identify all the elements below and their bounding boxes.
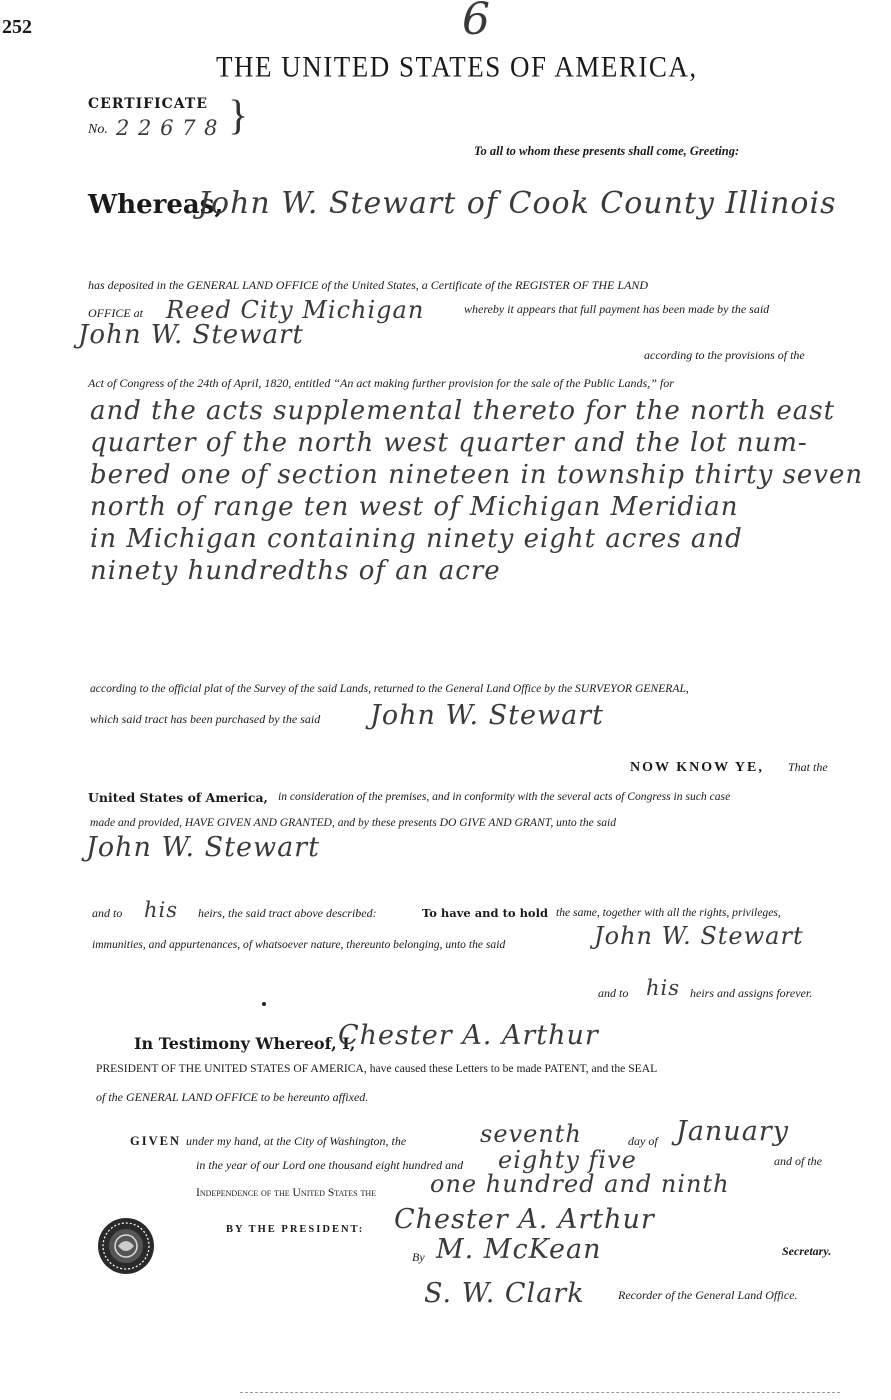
greeting: To all to whom these presents shall come, Greeting: [474, 144, 740, 158]
certificate-number: 2 2 6 7 8 [116, 116, 219, 140]
whereas-name: John W. Stewart of Cook County Illinois [198, 186, 837, 221]
certificate-brace: } [228, 93, 249, 139]
independence-value: one hundred and ninth [430, 1170, 730, 1198]
made-provided: made and provided, HAVE GIVEN AND GRANTED, and by these presents DO GIVE AND GRANT, unto the said [90, 816, 617, 829]
description-line-5: in Michigan containing ninety eight acres and [90, 524, 743, 554]
recorder-signature: S. W. Clark [424, 1278, 585, 1309]
and-of-the: and of the [774, 1154, 822, 1168]
to-have-gothic: To have and to hold [422, 906, 549, 920]
testimony-gothic: In Testimony Whereof, I, [134, 1034, 356, 1053]
payer-name: John W. Stewart [78, 320, 304, 350]
president-line: PRESIDENT OF THE UNITED STATES OF AMERICA, have caused these Letters to be made PATENT, and the SEAL [96, 1062, 658, 1075]
independence-text: Independence of the United States the [196, 1186, 377, 1199]
page-number: 252 [2, 16, 32, 38]
provisions: according to the provisions of the [644, 348, 805, 362]
document-title: THE UNITED STATES OF AMERICA, [216, 50, 698, 83]
official-plat: according to the official plat of the Survey of the said Lands, returned to the General Land Office by the SURVEYOR GENERAL, [90, 682, 689, 695]
office-whereby: whereby it appears that full payment has been made by the said [464, 302, 770, 316]
and-to: and to [92, 906, 123, 920]
secretary-label: Secretary. [782, 1244, 832, 1258]
president-name: Chester A. Arthur [338, 1020, 599, 1051]
whereas-label: Whereas, [88, 190, 224, 220]
description-line-2: quarter of the north west quarter and the lot num- [90, 428, 808, 458]
description-line-6: ninety hundredths of an acre [90, 556, 501, 586]
top-handwritten-mark: 6 [462, 0, 491, 45]
grantee-name: John W. Stewart [86, 832, 320, 863]
that-the: That the [788, 760, 828, 774]
year-text: in the year of our Lord one thousand eight hundred and [196, 1158, 464, 1172]
purchased-by: which said tract has been purchased by the said [90, 712, 321, 726]
description-line-4: north of range ten west of Michigan Meridian [90, 492, 739, 522]
immunities: immunities, and appurtenances, of whatsoever nature, thereunto belonging, unto the said [92, 938, 506, 951]
secretary-signature: M. McKean [436, 1234, 602, 1265]
act-line: Act of Congress of the 24th of April, 1820, entitled “An act making further provision for the sale of the Public Lands,” for [88, 376, 674, 390]
by-label: By [412, 1250, 425, 1264]
heirs-text: heirs, the said tract above described: [198, 906, 377, 920]
description-line-1: and the acts supplemental thereto for the north east [90, 396, 836, 426]
general-land-office-seal [96, 1216, 156, 1276]
by-the-president: BY THE PRESIDENT: [226, 1224, 365, 1235]
president-signature: Chester A. Arthur [394, 1204, 655, 1235]
heirs-text-2: the same, together with all the rights, privileges, [556, 906, 781, 919]
dot-mark [262, 1002, 266, 1006]
seal-line: of the GENERAL LAND OFFICE to be hereunto affixed. [96, 1090, 369, 1104]
certificate-number-prefix: No. [88, 122, 108, 137]
consideration-text: in consideration of the premises, and in conformity with the several acts of Congress in such case [278, 790, 731, 803]
his-2: his [646, 976, 681, 1000]
given-text: under my hand, at the City of Washington, the [186, 1134, 407, 1148]
certificate-label: CERTIFICATE [88, 96, 208, 112]
given-label: GIVEN [130, 1134, 181, 1148]
day-of: day of [628, 1134, 658, 1148]
office-at-label: OFFICE at [88, 306, 143, 320]
recorder-label: Recorder of the General Land Office. [618, 1288, 798, 1302]
line-deposited: has deposited in the GENERAL LAND OFFICE of the United States, a Certificate of the REGISTER OF THE LAND [88, 278, 649, 292]
description-line-3: bered one of section nineteen in township thirty seven [90, 460, 864, 490]
purchaser-name: John W. Stewart [370, 700, 604, 731]
day-value: seventh [480, 1120, 582, 1148]
year-value: eighty five [498, 1146, 637, 1174]
now-know-ye: NOW KNOW YE, [630, 760, 764, 775]
and-to-2: and to [598, 986, 629, 1000]
office-location: Reed City Michigan [166, 296, 425, 324]
month-value: January [676, 1116, 789, 1147]
his-1: his [144, 898, 179, 922]
heirs-assigns: heirs and assigns forever. [690, 986, 813, 1000]
united-states-gothic: United States of America, [88, 790, 268, 805]
bottom-scan-marks [240, 1392, 840, 1395]
grantee-name-2: John W. Stewart [594, 922, 804, 950]
